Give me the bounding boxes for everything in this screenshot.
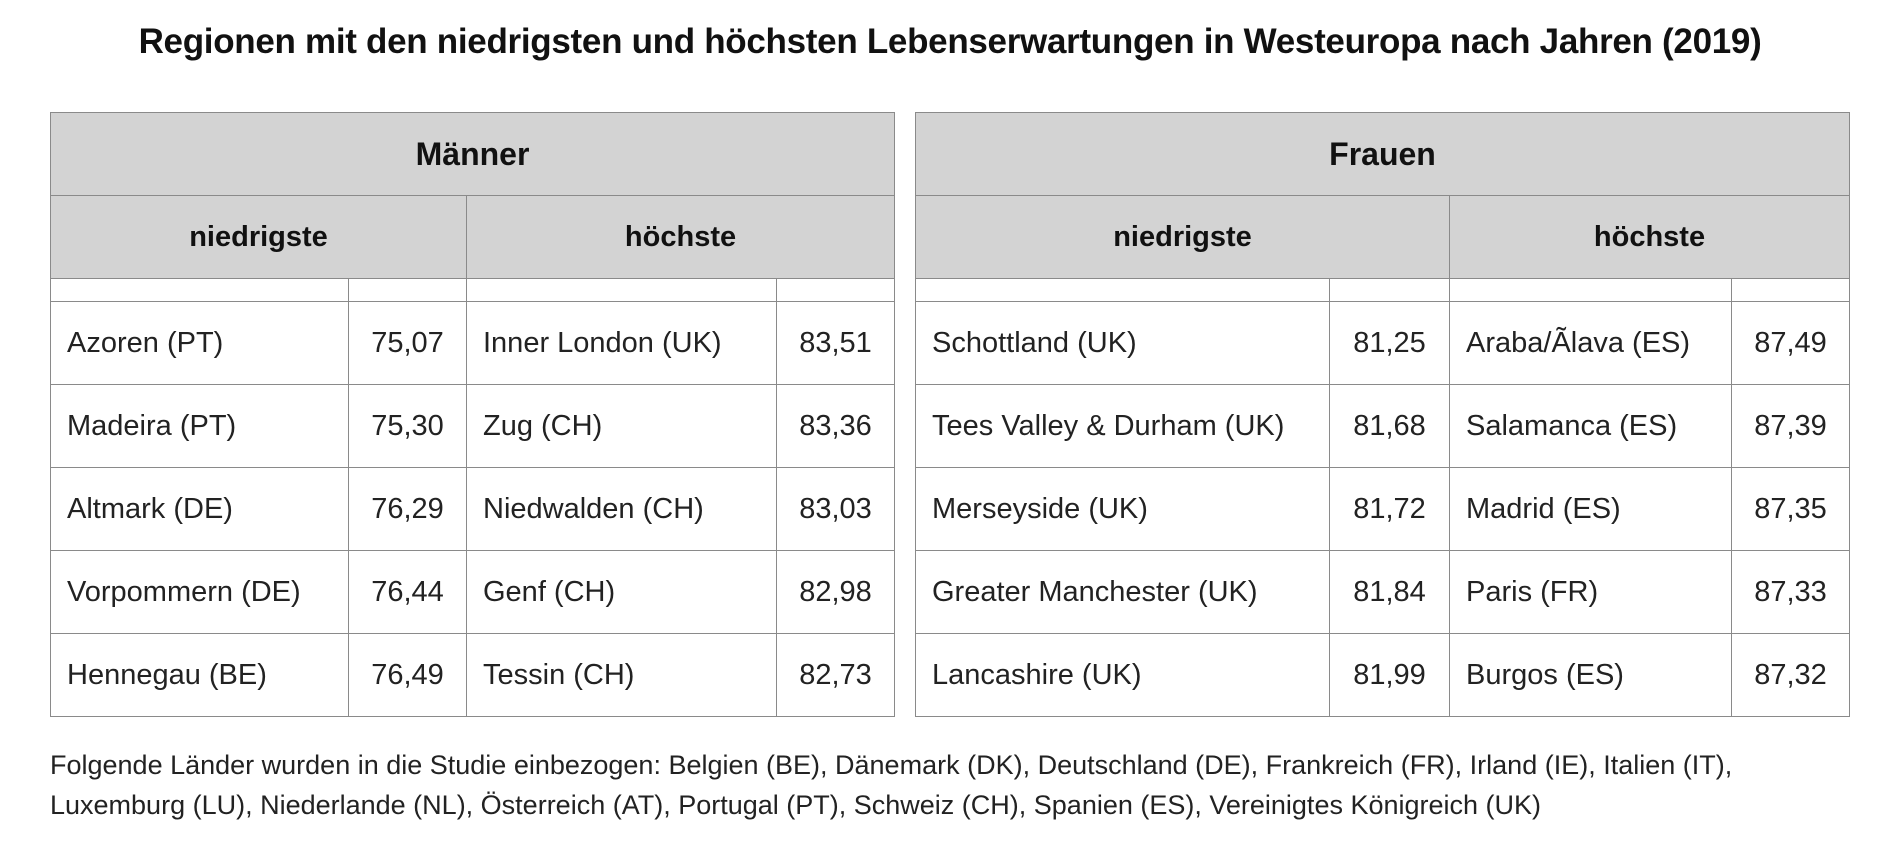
table-row — [916, 468, 1850, 551]
spacer-cell — [51, 279, 349, 302]
men-group-header: Männer — [51, 113, 895, 196]
lowest-region-cell: Vorpommern (DE) — [51, 551, 349, 634]
men-table-body — [51, 279, 895, 717]
table-row — [51, 302, 895, 385]
lowest-region-cell: Hennegau (BE) — [51, 634, 349, 717]
women-group-header: Frauen — [916, 113, 1850, 196]
spacer-cell — [1732, 279, 1850, 302]
table-row — [916, 551, 1850, 634]
spacer-cell — [777, 279, 895, 302]
lowest-value-cell: 81,25 — [1330, 302, 1450, 385]
lowest-region-cell: Lancashire (UK) — [916, 634, 1330, 717]
highest-value-cell: 83,03 — [777, 468, 895, 551]
lowest-value-cell: 81,72 — [1330, 468, 1450, 551]
women-table — [915, 112, 1850, 717]
spacer-cell — [1450, 279, 1732, 302]
lowest-region-cell: Altmark (DE) — [51, 468, 349, 551]
highest-region-cell: Burgos (ES) — [1450, 634, 1732, 717]
spacer-row — [916, 279, 1850, 302]
lowest-value-cell: 81,84 — [1330, 551, 1450, 634]
men-table — [50, 112, 895, 717]
highest-value-cell: 87,33 — [1732, 551, 1850, 634]
highest-region-cell: Genf (CH) — [467, 551, 777, 634]
lowest-value-cell: 76,44 — [349, 551, 467, 634]
highest-region-cell: Zug (CH) — [467, 385, 777, 468]
table-row — [51, 385, 895, 468]
lowest-region-cell: Schottland (UK) — [916, 302, 1330, 385]
highest-value-cell: 87,35 — [1732, 468, 1850, 551]
table-row — [51, 634, 895, 717]
page-title: Regionen mit den niedrigsten und höchsten Lebenserwartungen in Westeuropa nach Jahren (2019) — [138, 22, 1762, 61]
highest-region-cell: Salamanca (ES) — [1450, 385, 1732, 468]
highest-region-cell: Niedwalden (CH) — [467, 468, 777, 551]
highest-region-cell: Madrid (ES) — [1450, 468, 1732, 551]
highest-value-cell: 82,98 — [777, 551, 895, 634]
highest-value-cell: 87,49 — [1732, 302, 1850, 385]
table-row — [916, 302, 1850, 385]
lowest-region-cell: Madeira (PT) — [51, 385, 349, 468]
spacer-cell — [349, 279, 467, 302]
women-lowest-header: niedrigste — [916, 196, 1450, 279]
highest-value-cell: 87,32 — [1732, 634, 1850, 717]
highest-region-cell: Tessin (CH) — [467, 634, 777, 717]
table-row — [51, 468, 895, 551]
lowest-value-cell: 81,68 — [1330, 385, 1450, 468]
lowest-region-cell: Merseyside (UK) — [916, 468, 1330, 551]
highest-region-cell: Paris (FR) — [1450, 551, 1732, 634]
highest-region-cell: Inner London (UK) — [467, 302, 777, 385]
spacer-cell — [1330, 279, 1450, 302]
lowest-region-cell: Azoren (PT) — [51, 302, 349, 385]
table-row — [51, 551, 895, 634]
men-lowest-header: niedrigste — [51, 196, 467, 279]
highest-value-cell: 87,39 — [1732, 385, 1850, 468]
lowest-region-cell: Greater Manchester (UK) — [916, 551, 1330, 634]
table-row — [916, 634, 1850, 717]
women-highest-header: höchste — [1450, 196, 1850, 279]
lowest-value-cell: 76,29 — [349, 468, 467, 551]
highest-value-cell: 82,73 — [777, 634, 895, 717]
spacer-cell — [467, 279, 777, 302]
lowest-value-cell: 81,99 — [1330, 634, 1450, 717]
highest-value-cell: 83,51 — [777, 302, 895, 385]
lowest-value-cell: 75,30 — [349, 385, 467, 468]
lowest-value-cell: 76,49 — [349, 634, 467, 717]
women-table-body — [916, 279, 1850, 717]
table-row — [916, 385, 1850, 468]
highest-value-cell: 83,36 — [777, 385, 895, 468]
lowest-region-cell: Tees Valley & Durham (UK) — [916, 385, 1330, 468]
spacer-cell — [916, 279, 1330, 302]
lowest-value-cell: 75,07 — [349, 302, 467, 385]
men-highest-header: höchste — [467, 196, 895, 279]
footnote: Folgende Länder wurden in die Studie einbezogen: Belgien (BE), Dänemark (DK), Deutschland (DE), Frankreich (FR), Irland (IE), Italien (IT), Luxemburg (LU), Niederlande (NL), Österreich (AT), Portugal (PT), Schweiz (CH), Spanien (ES), Vereinigtes Königreich (UK) — [50, 750, 1733, 820]
spacer-row — [51, 279, 895, 302]
highest-region-cell: Araba/Ãlava (ES) — [1450, 302, 1732, 385]
